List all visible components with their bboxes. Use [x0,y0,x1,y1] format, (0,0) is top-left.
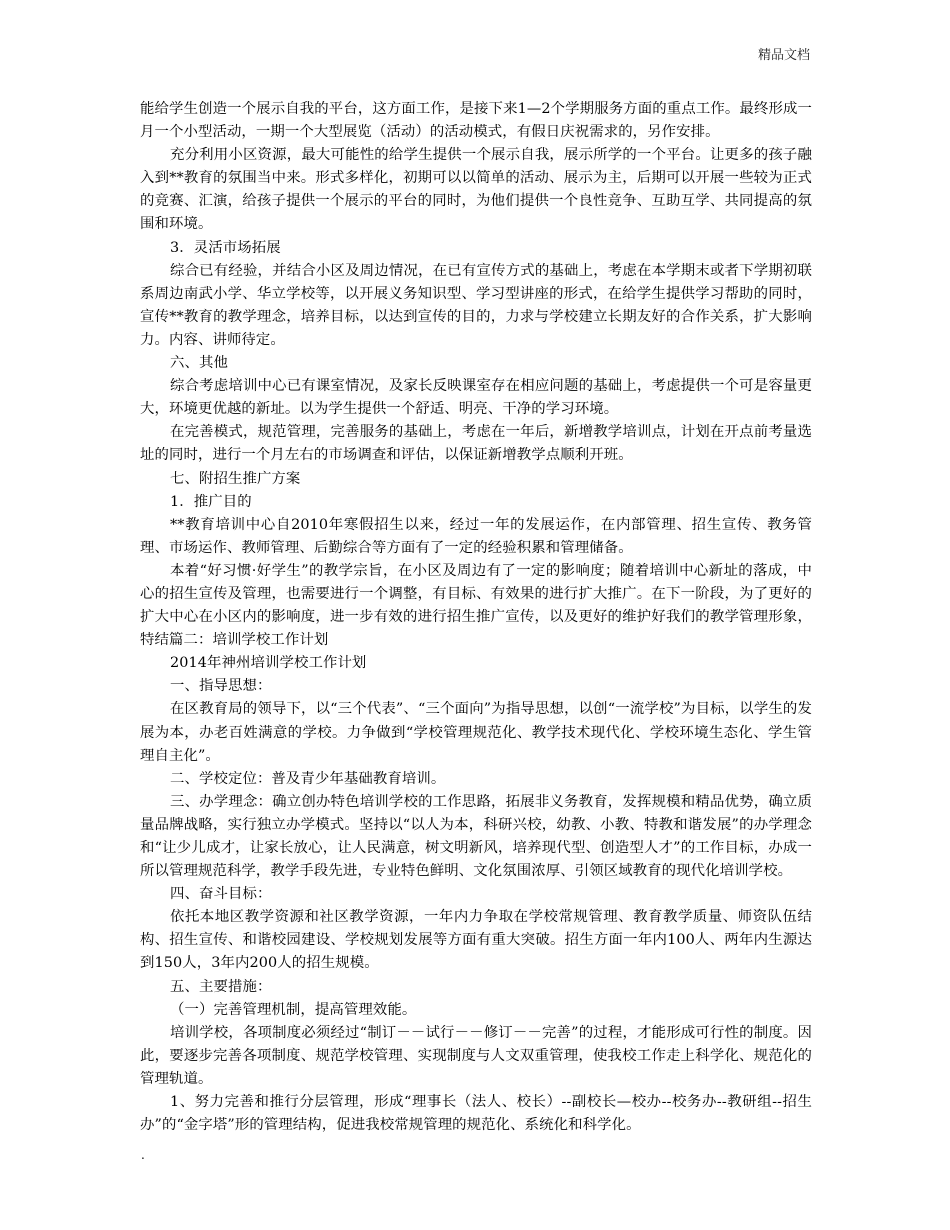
paragraph: 在区教育局的领导下，以“三个代表”、“三个面向”为指导思想，以创“一流学校”为目标，以学生的发展为本，办老百姓满意的学校。力争做到“学校管理规范化、教学技术现代化、学校环境生态化、学生管理自主化”。 [140,701,812,764]
paragraph: 三、办学理念：确立创办特色培训学校的工作思路，拓展非义务教育，发挥规模和精品优势，确立质量品牌战略，实行独立办学模式。坚持以“以人为本，科研兴校，幼教、小教、特教和谐发展”的办学理念和“让少儿成才，让家长放心，让人民满意，树文明新风，培养现代型、创造型人才”的工作目标，办成一所以管理规范科学，教学手段先进，专业特色鲜明、文化氛围浓厚、引领区域教育的现代化培训学校。 [140,793,812,880]
page-header-label: 精品文档 [757,48,810,63]
paragraph: 1．推广目的 [170,493,252,510]
paragraph: 1、努力完善和推行分层管理，形成“理事长（法人、校长）--副校长—校办--校务办--教研组--招生办”的“金字塔”形的管理结构，促进我校常规管理的规范化、系统化和科学化。 [140,1094,812,1134]
paragraph: 七、附招生推广方案 [170,470,301,487]
paragraph: 依托本地区教学资源和社区教学资源，一年内力争取在学校常规管理、教育教学质量、师资队伍结构、招生宣传、和谐校园建设、学校规划发展等方面有重大突破。招生方面一年内100人、两年内生源达到150人，3年内200人的招生规模。 [140,909,812,972]
footer-mark: . [141,1148,145,1162]
paragraph: 充分利用小区资源，最大可能性的给学生提供一个展示自我，展示所学的一个平台。让更多的孩子融入到**教育的氛围当中来。形式多样化，初期可以以简单的活动、展示为主，后期可以开展一些较为正式的竞赛、汇演，给孩子提供一个展示的平台的同时，为他们提供一个良性竞争、互助互学、共同提高的氛围和环境。 [140,147,812,233]
paragraph: （一）完善管理机制，提高管理效能。 [170,1001,417,1018]
paragraph: 3．灵活市场拓展 [170,239,281,256]
paragraph: 五、主要措施： [170,978,272,995]
paragraph: 综合已有经验，并结合小区及周边情况，在已有宣传方式的基础上，考虑在本学期末或者下学期初联系周边南武小学、华立学校等，以开展义务知识型、学习型讲座的形式，在给学生提供学习帮助的同时，宣传**教育的教学理念，培养目标，以达到宣传的目的，力求与学校建立长期友好的合作关系，扩大影响力。内容、讲师待定。 [140,262,812,348]
paragraph: **教育培训中心自2010年寒假招生以来，经过一年的发展运作，在内部管理、招生宣传、教务管理、市场运作、教师管理、后勤综合等方面有了一定的经验积累和管理储备。 [140,516,812,556]
paragraph: 六、其他 [170,355,228,372]
paragraph: 综合考虑培训中心已有课室情况，及家长反映课室存在相应问题的基础上，考虑提供一个可是容量更大，环境更优越的新址。以为学生提供一个舒适、明亮、干净的学习环境。 [140,378,812,418]
paragraph: 一、指导思想： [170,678,272,695]
document-body [140,98,812,1137]
paragraph: 培训学校，各项制度必须经过“制订－－试行－－修订－－完善”的过程，才能形成可行性的制度。因此，要逐步完善各项制度、规范学校管理、实现制度与人文双重管理，使我校工作走上科学化、规范化的管理轨道。 [140,1024,812,1087]
paragraph: 二、学校定位：普及青少年基础教育培训。 [170,770,446,787]
paragraph: 在完善模式，规范管理，完善服务的基础上，考虑在一年后，新增教学培训点，计划在开点前考量选址的同时，进行一个月左右的市场调查和评估，以保证新增教学点顺利开班。 [140,424,812,464]
paragraph: 能给学生创造一个展示自我的平台，这方面工作，是接下来1—2个学期服务方面的重点工作。最终形成一月一个小型活动，一期一个大型展览（活动）的活动模式，有假日庆祝需求的，另作安排。 [140,101,812,141]
paragraph: 本着“好习惯·好学生”的教学宗旨，在小区及周边有了一定的影响度；随着培训中心新址的落成，中心的招生宣传及管理，也需要进行一个调整，有目标、有效果的进行扩大推广。在下一阶段，为了更好的扩大中心在小区内的影响度，进一步有效的进行招生推广宣传，以及更好的维护好我们的教学管理形象，特结篇二：培训学校工作计划 [140,562,812,649]
paragraph: 四、奋斗目标： [170,886,272,903]
paragraph: 2014年神州培训学校工作计划 [170,655,367,672]
